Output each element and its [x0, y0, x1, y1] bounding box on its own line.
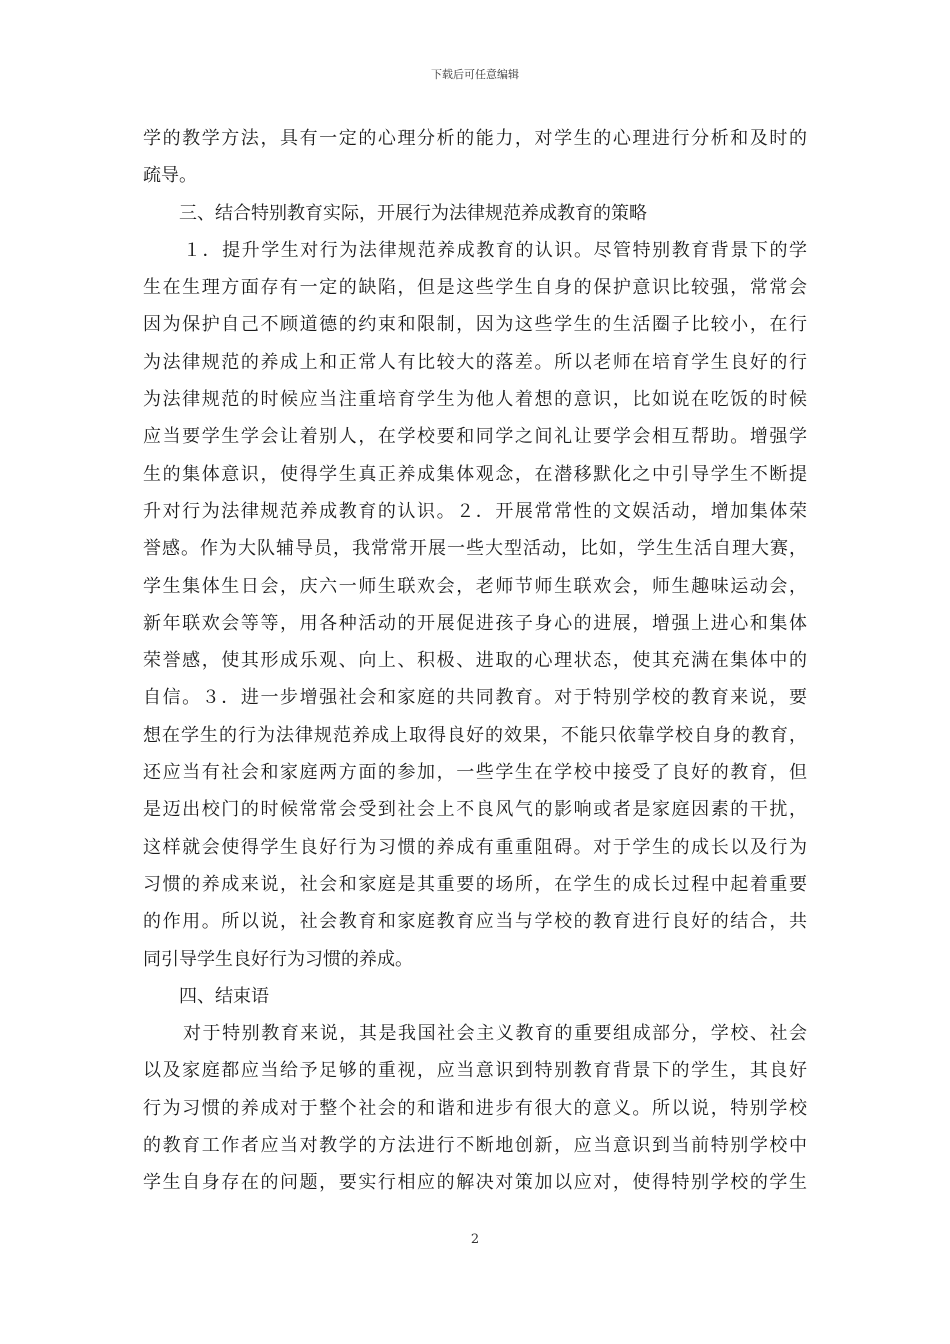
text-line: 同引导学生良好行为习惯的养成。 — [143, 948, 413, 970]
text-line: 因为保护自己不顾道德的约束和限制，因为这些学生的生活圈子比较小，在行 — [143, 314, 807, 336]
page-header: 下载后可任意编辑 — [431, 68, 519, 81]
section-heading: 三、结合特别教育实际，开展行为法律规范养成教育的策略 — [179, 202, 647, 224]
text-line: 疏导。 — [143, 165, 197, 187]
text-line: 新年联欢会等等，用各种活动的开展促进孩子身心的进展，增强上进心和集体 — [143, 612, 807, 634]
text-line: 为法律规范的养成上和正常人有比较大的落差。所以老师在培育学生良好的行 — [143, 351, 807, 373]
text-line: 是迈出校门的时候常常会受到社会上不良风气的影响或者是家庭因素的干扰， — [143, 799, 807, 821]
text-line: 誉感。作为大队辅导员，我常常开展一些大型活动，比如，学生生活自理大赛， — [143, 538, 807, 560]
text-line: 以及家庭都应当给予足够的重视，应当意识到特别教育背景下的学生，其良好 — [143, 1060, 807, 1082]
text-line: 自信。３．进一步增强社会和家庭的共同教育。对于特别学校的教育来说，要 — [143, 687, 807, 709]
text-line: 习惯的养成来说，社会和家庭是其重要的场所，在学生的成长过程中起着重要 — [143, 873, 807, 895]
text-line: 学生集体生日会，庆六一师生联欢会，老师节师生联欢会，师生趣味运动会， — [143, 575, 807, 597]
page-number: 2 — [470, 1232, 480, 1247]
text-line: 应当要学生学会让着别人，在学校要和同学之间礼让要学会相互帮助。增强学 — [143, 426, 807, 448]
text-line: 想在学生的行为法律规范养成上取得良好的效果，不能只依靠学校自身的教育， — [143, 724, 807, 746]
section-heading: 四、结束语 — [179, 985, 269, 1007]
text-line: 学的教学方法，具有一定的心理分析的能力，对学生的心理进行分析和及时的 — [143, 128, 807, 149]
text-line: 行为习惯的养成对于整个社会的和谐和进步有很大的意义。所以说，特别学校 — [143, 1097, 807, 1119]
text-line: 生的集体意识，使得学生真正养成集体观念，在潜移默化之中引导学生不断提 — [143, 463, 807, 485]
text-line: 的教育工作者应当对教学的方法进行不断地创新，应当意识到当前特别学校中 — [143, 1135, 807, 1157]
text-line: 为法律规范的时候应当注重培育学生为他人着想的意识，比如说在吃饭的时候 — [143, 389, 807, 411]
text-line: 对于特别教育来说，其是我国社会主义教育的重要组成部分，学校、社会 — [183, 1023, 807, 1045]
text-line: 这样就会使得学生良好行为习惯的养成有重重阻碍。对于学生的成长以及行为 — [143, 836, 807, 858]
text-line: 的作用。所以说，社会教育和家庭教育应当与学校的教育进行良好的结合，共 — [143, 911, 807, 933]
text-line: 学生自身存在的问题，要实行相应的解决对策加以应对，使得特别学校的学生 — [143, 1172, 807, 1194]
text-line: 还应当有社会和家庭两方面的参加，一些学生在学校中接受了良好的教育，但 — [143, 762, 807, 784]
document-body — [143, 120, 807, 1202]
text-line: 升对行为法律规范养成教育的认识。２．开展常常性的文娱活动，增加集体荣 — [143, 500, 807, 522]
text-line: 荣誉感，使其形成乐观、向上、积极、进取的心理状态，使其充满在集体中的 — [143, 650, 807, 672]
text-line: 生在生理方面存有一定的缺陷，但是这些学生自身的保护意识比较强，常常会 — [143, 277, 807, 299]
text-line: １．提升学生对行为法律规范养成教育的认识。尽管特别教育背景下的学 — [183, 239, 807, 261]
